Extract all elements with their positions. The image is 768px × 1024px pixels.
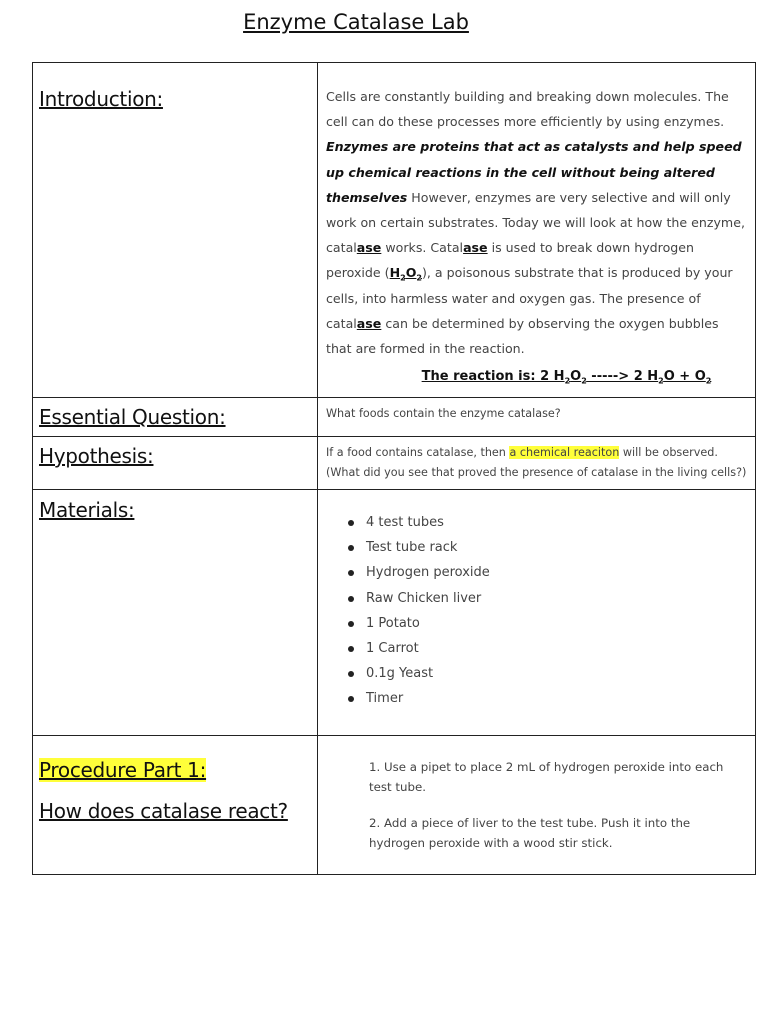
list-item: Test tube rack: [366, 535, 747, 560]
list-item: 4 test tubes: [366, 510, 747, 535]
list-item: 1 Potato: [366, 611, 747, 636]
list-item: Timer: [366, 686, 747, 711]
list-item: Raw Chicken liver: [366, 586, 747, 611]
introduction-heading-cell: [33, 63, 318, 398]
enzyme-definition: Enzymes are proteins that act as catalysts and help speed up chemical reactions in the cell without being altered themselves: [326, 139, 742, 205]
procedure-question: How does catalase react?: [39, 799, 288, 823]
list-item: Hydrogen peroxide: [366, 560, 747, 585]
introduction-row: [33, 63, 756, 398]
procedure-heading: Procedure Part 1:: [39, 758, 207, 782]
essential-question-text: What foods contain the enzyme catalase?: [326, 407, 561, 420]
procedure-step: 2. Add a piece of liver to the test tube. Push it into the hydrogen peroxide with a wood stir stick.: [369, 816, 691, 850]
materials-list-cell: [318, 490, 756, 736]
hypothesis-heading-cell: [33, 437, 318, 490]
introduction-text-cell: [318, 63, 756, 398]
introduction-heading: Introduction:: [39, 87, 163, 111]
materials-heading-cell: [33, 490, 318, 736]
list-item: 1 Carrot: [366, 636, 747, 661]
essential-question-text-cell: [318, 398, 756, 437]
materials-list: [326, 510, 747, 712]
reaction-equation: The reaction is: 2 $H_2O_2$ -----> 2 $H_2O + O_2$: [421, 369, 712, 386]
hypothesis-heading: Hypothesis:: [39, 444, 154, 468]
procedure-steps-cell: [318, 736, 756, 875]
materials-heading: Materials:: [39, 498, 135, 522]
hypothesis-text-cell: [318, 437, 756, 490]
materials-row: [33, 490, 756, 736]
lab-table: [32, 62, 756, 875]
essential-question-row: [33, 398, 756, 437]
procedure-heading-cell: [33, 736, 318, 875]
list-item: 0.1g Yeast: [366, 661, 747, 686]
document-title: Enzyme Catalase Lab: [243, 10, 469, 34]
hypothesis-text: If a food contains catalase, then a chemical reaciton will be observed. (What did you see that proved the presence of catalase in the living cells?): [326, 446, 747, 479]
essential-question-heading-cell: [33, 398, 318, 437]
hypothesis-row: [33, 437, 756, 490]
procedure-step: 1. Use a pipet to place 2 mL of hydrogen peroxide into each test tube.: [369, 760, 724, 794]
essential-question-heading: Essential Question:: [39, 405, 226, 429]
introduction-text: Cells are constantly building and breaking down molecules. The cell can do these processes more efficiently by using enzymes. Enzymes are proteins that act as catalysts and help speed up chemical reactions in the cell without being altered themselves However, enzymes are very selective and will only work on certain substrates. Today we will look at how the enzyme, catalase works. Catalase is used to break down hydrogen peroxide $(H_2O_2)$, a poisonous substrate that is produced by your cells, into harmless water and oxygen gas. The presence of catalase can be determined by observing the oxygen bubbles that are formed in the reaction.: [326, 89, 745, 357]
procedure-row: [33, 736, 756, 875]
highlighted-answer: a chemical reaciton: [509, 446, 620, 459]
